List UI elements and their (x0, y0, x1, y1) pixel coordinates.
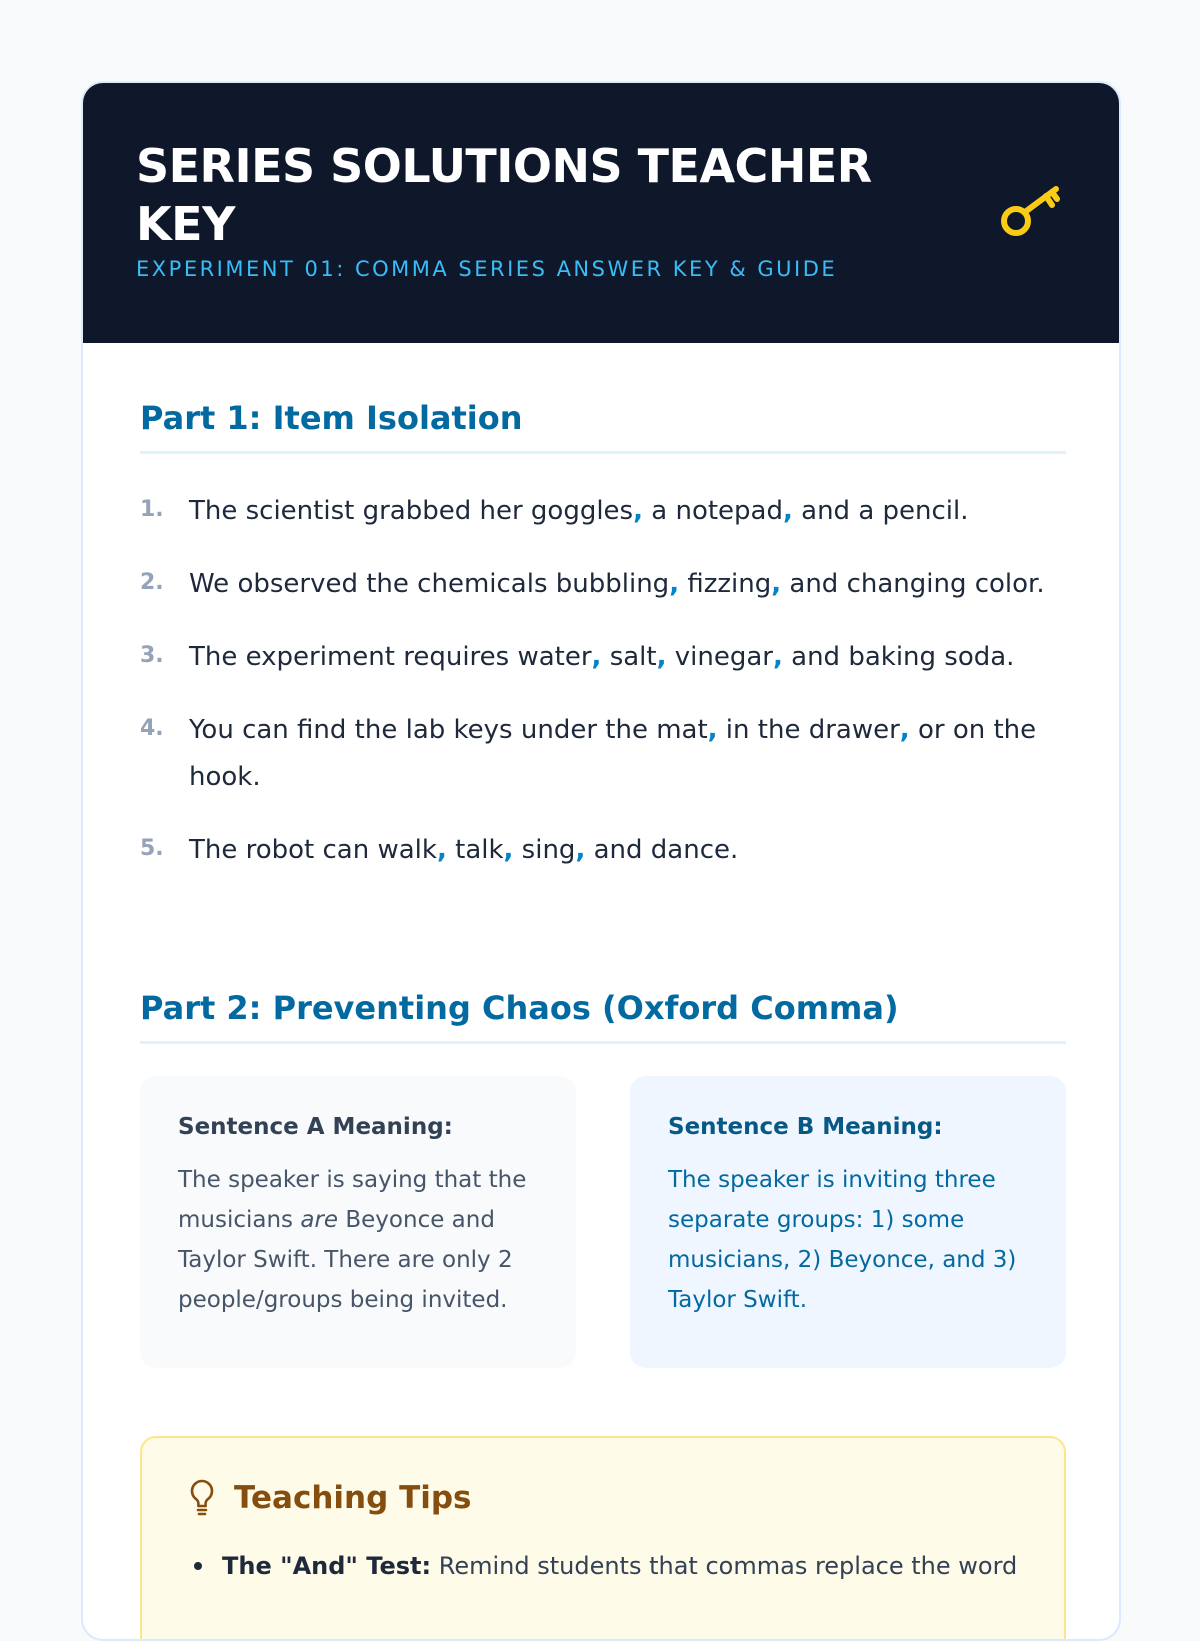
inserted-comma: , (575, 835, 586, 865)
inserted-comma: , (633, 496, 643, 526)
sentence-text: and dance. (585, 835, 739, 865)
sentence-text: talk (446, 835, 504, 865)
question-item (140, 561, 1066, 608)
sentence-text: and baking soda. (782, 642, 1015, 672)
sentence-text: The robot can walk (189, 835, 437, 865)
question-item (140, 827, 1066, 874)
sentence-b-box (630, 1076, 1066, 1368)
inserted-comma: , (782, 496, 793, 526)
sentence-text: We observed the chemicals bubbling (189, 569, 670, 599)
page-title: SERIES SOLUTIONS TEACHER KEY (136, 139, 872, 251)
question-number: 5. (140, 836, 164, 861)
answer-key-card (81, 81, 1121, 1641)
key-icon (999, 181, 1065, 247)
lightbulb-icon (186, 1478, 218, 1518)
tip-item: The "And" Test: Remind students that commas replace the word (186, 1546, 1020, 1586)
sentence-b-title: Sentence B Meaning: (668, 1114, 943, 1140)
sentence-text: You can find the lab keys under the mat (189, 715, 708, 745)
part1-title: Part 1: Item Isolation (140, 399, 1066, 454)
question-number: 1. (140, 497, 164, 522)
teaching-tips-box (140, 1436, 1066, 1641)
inserted-comma: , (707, 715, 718, 745)
tips-title: Teaching Tips (234, 1480, 472, 1516)
sentence-text: vinegar (666, 642, 773, 672)
sentence-text: in the drawer (717, 715, 900, 745)
inserted-comma: , (771, 569, 782, 599)
question-item (140, 488, 1066, 535)
sentence-text: and changing color. (781, 569, 1045, 599)
sentence-b-text: The speaker is inviting three separate groups: 1) some musicians, 2) Beyonce, and 3) Taylor Swift. (668, 1167, 1017, 1313)
inserted-comma: , (591, 642, 602, 672)
question-item (140, 634, 1066, 681)
sentence-text: sing (513, 835, 576, 865)
question-number: 3. (140, 643, 164, 668)
sentence-text: fizzing (679, 569, 772, 599)
header (83, 83, 1119, 343)
inserted-comma: , (436, 835, 447, 865)
question-number: 2. (140, 570, 164, 595)
question-number: 4. (140, 716, 164, 741)
sentence-text: The scientist grabbed her goggles (189, 496, 634, 526)
sentence-a-title: Sentence A Meaning: (178, 1114, 453, 1140)
sentence-text: a notepad (643, 496, 783, 526)
question-item (140, 707, 1066, 801)
inserted-comma: , (772, 642, 783, 672)
sentence-text: and a pencil. (792, 496, 969, 526)
emphasis-are: are (300, 1207, 339, 1233)
inserted-comma: , (899, 715, 910, 745)
sentence-text: The experiment requires water (189, 642, 592, 672)
part2-title: Part 2: Preventing Chaos (Oxford Comma) (140, 989, 1066, 1044)
inserted-comma: , (503, 835, 514, 865)
sentence-text: salt (601, 642, 657, 672)
page-subtitle: EXPERIMENT 01: COMMA SERIES ANSWER KEY & GUIDE (136, 257, 838, 281)
sentence-a-text: The speaker is saying that the musicians are Beyonce and Taylor Swift. There are only 2 people/groups being invited. (178, 1167, 527, 1313)
sentence-text: or on the hook. (189, 715, 1037, 792)
item-isolation-list (140, 488, 1066, 900)
inserted-comma: , (656, 642, 667, 672)
inserted-comma: , (669, 569, 680, 599)
sentence-a-box (140, 1076, 576, 1368)
